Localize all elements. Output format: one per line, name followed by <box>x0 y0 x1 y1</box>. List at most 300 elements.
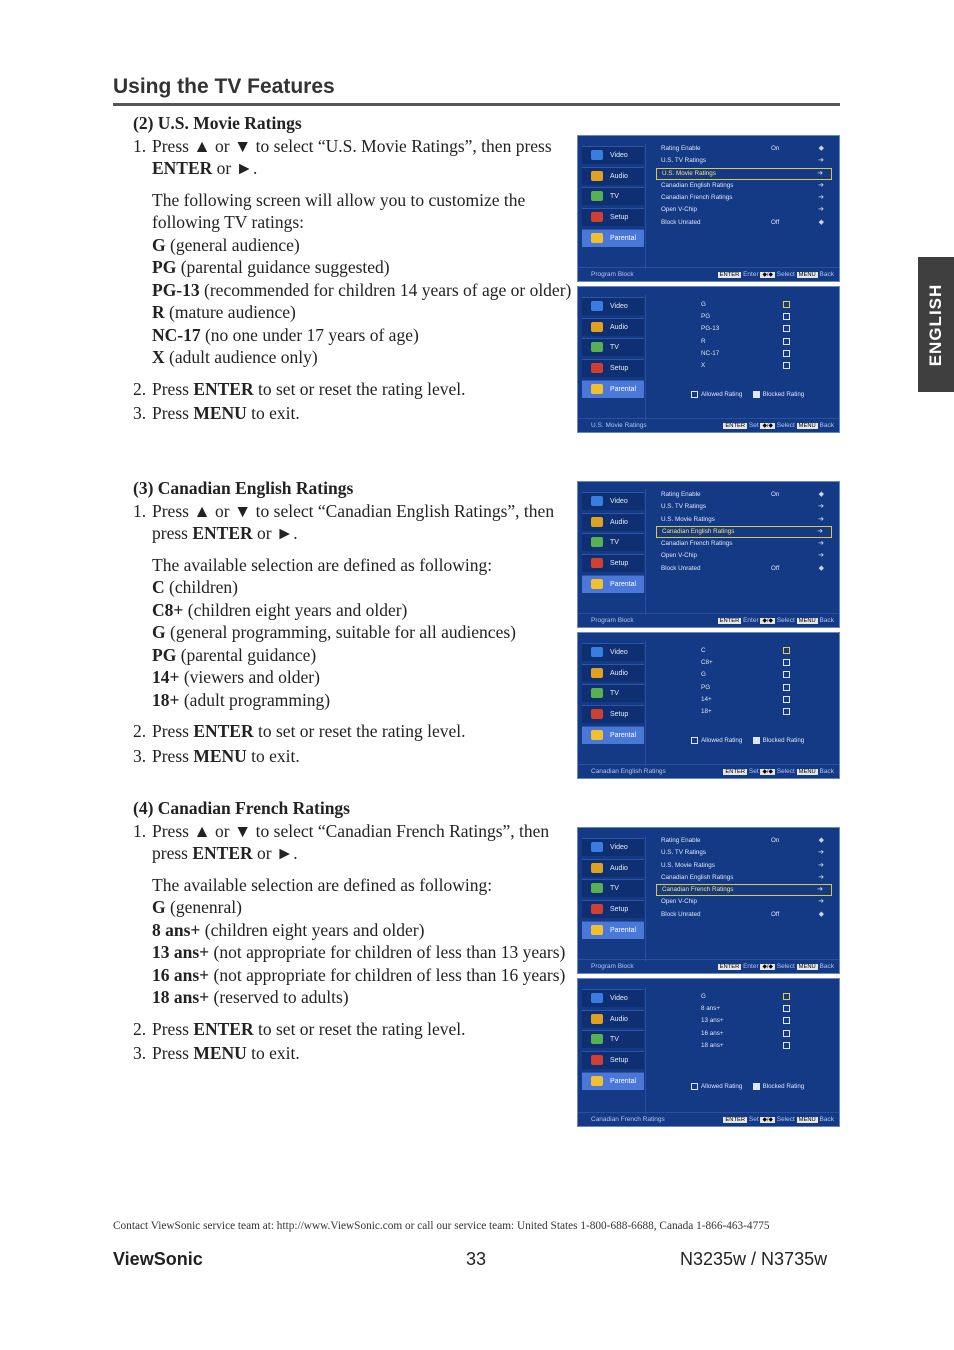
osd-row[interactable] <box>656 204 832 216</box>
osd-menu-audio[interactable] <box>582 859 644 877</box>
osd-rating-list <box>701 299 831 372</box>
osd-menu-setup[interactable] <box>582 554 644 572</box>
osd-menu-setup[interactable] <box>582 208 644 226</box>
osd-row-label: Rating Enable <box>661 837 701 844</box>
osd-footer <box>578 418 839 432</box>
osd-row-label: Rating Enable <box>661 145 701 152</box>
osd-rating-checkbox[interactable] <box>783 362 790 369</box>
osd-row-value: Off <box>771 910 780 918</box>
osd-menu-parental[interactable] <box>582 380 644 398</box>
osd-row-arrow-icon: ◆ <box>818 564 824 572</box>
osd-menu-icon <box>591 688 603 698</box>
step-1: 1. Press ▲ or ▼ to select “U.S. Movie Ratings”, then press ENTER or ►. <box>133 135 552 178</box>
osd-row-arrow-icon: ➔ <box>818 861 824 869</box>
osd-menu-icon <box>591 301 603 311</box>
osd-row-label: Canadian English Ratings <box>661 873 734 881</box>
osd-row-value: Off <box>771 218 780 226</box>
osd-menu-setup[interactable] <box>582 900 644 918</box>
osd-row-label: Canadian French Ratings <box>661 194 733 202</box>
osd-side-menu <box>582 492 644 595</box>
rating-item: 18+ (adult programming) <box>152 689 331 710</box>
osd-menu-icon <box>591 496 603 506</box>
osd-row[interactable] <box>656 180 832 192</box>
osd-menu-icon <box>591 363 603 373</box>
osd-footer-keys: ENTER Enter ◆/◆ Select MENU Back <box>719 617 834 624</box>
rating-item: PG (parental guidance) <box>152 644 317 665</box>
osd-menu-label: TV <box>610 690 619 698</box>
osd-menu-video[interactable] <box>582 492 644 510</box>
osd-row[interactable] <box>656 514 832 526</box>
osd-rating-checkbox[interactable] <box>783 708 790 715</box>
allowed-box-icon <box>691 737 698 744</box>
step-3: 3. Press MENU to exit. <box>133 745 300 766</box>
osd-row[interactable] <box>656 847 832 859</box>
osd-us-movie-ratings <box>577 286 840 433</box>
osd-rating-checkbox[interactable] <box>783 993 790 1000</box>
allowed-box-icon <box>691 1083 698 1090</box>
osd-row-arrow-icon: ➔ <box>818 181 824 189</box>
section-canadian-french-ratings <box>133 797 573 1065</box>
osd-row-arrow-icon: ◆ <box>818 145 824 152</box>
osd-menu-icon <box>591 993 603 1003</box>
osd-program-block-list <box>656 143 832 229</box>
osd-rating-row[interactable] <box>701 1028 831 1040</box>
osd-rating-label: PG-13 <box>701 325 720 333</box>
osd-footer <box>578 613 839 627</box>
osd-row-arrow-icon: ➔ <box>818 206 824 214</box>
osd-rating-row[interactable] <box>701 682 831 694</box>
osd-row-arrow-icon: ➔ <box>818 194 824 202</box>
legend-blocked: Blocked Rating <box>762 1083 805 1091</box>
osd-footer-keys: ENTER Set ◆/◆ Select MENU Back <box>725 768 834 775</box>
model-name: N3235w / N3735w <box>680 1249 828 1269</box>
osd-rating-checkbox[interactable] <box>783 671 790 678</box>
osd-footer <box>578 267 839 281</box>
osd-menu-icon <box>591 233 603 243</box>
osd-row-arrow-icon: ➔ <box>818 540 824 548</box>
osd-row-arrow-icon: ➔ <box>817 169 823 177</box>
osd-footer <box>578 1112 839 1126</box>
osd-row-arrow-icon: ➔ <box>818 552 824 560</box>
osd-rating-checkbox[interactable] <box>783 313 790 320</box>
osd-row-label: Canadian French Ratings <box>661 540 733 548</box>
lock-icon <box>753 1083 760 1090</box>
osd-rating-row[interactable] <box>701 706 831 718</box>
osd-footer <box>578 764 839 778</box>
osd-rating-label: G <box>701 301 706 308</box>
rating-item: R (mature audience) <box>152 302 296 322</box>
osd-row-arrow-icon: ◆ <box>818 910 824 918</box>
osd-row-label: U.S. Movie Ratings <box>661 515 715 523</box>
osd-menu-video[interactable] <box>582 989 644 1007</box>
osd-menu-setup[interactable] <box>582 359 644 377</box>
osd-menu-label: Parental <box>610 926 637 934</box>
osd-menu-icon <box>591 191 603 201</box>
rating-item: G (genenral) <box>152 897 242 917</box>
rating-item: C (children) <box>152 577 239 597</box>
osd-menu-icon <box>591 1076 603 1086</box>
osd-rating-row[interactable] <box>701 311 831 323</box>
osd-menu-tv[interactable] <box>582 684 644 702</box>
osd-rating-checkbox[interactable] <box>783 659 790 666</box>
osd-footer-title: Canadian English Ratings <box>591 768 666 775</box>
step-2: 2. Press ENTER to set or reset the rating level. <box>133 378 466 399</box>
osd-rating-label: C8+ <box>701 659 713 667</box>
osd-menu-setup[interactable] <box>582 705 644 723</box>
rating-item: C8+ (children eight years and older) <box>152 599 408 620</box>
lock-icon <box>753 737 760 744</box>
osd-row-arrow-icon: ➔ <box>818 515 824 523</box>
osd-rating-label: NC-17 <box>701 349 720 357</box>
osd-rating-checkbox[interactable] <box>783 696 790 703</box>
osd-row-arrow-icon: ➔ <box>817 527 823 535</box>
osd-row-value: On <box>771 837 780 844</box>
rating-intro: The available selection are defined as following: C (children) C8+ (children eight years and older) G (general programming, suitable for all audiences) PG (parental guidance) 14+ (viewers and older) 18+ (adult programming) <box>133 554 573 712</box>
osd-menu-label: Setup <box>610 214 629 222</box>
step-3: 3. Press MENU to exit. <box>133 403 300 423</box>
osd-menu-parental[interactable] <box>582 726 644 744</box>
osd-menu-icon <box>591 171 603 181</box>
osd-canadian-french-ratings <box>577 978 840 1127</box>
osd-menu-icon <box>591 342 603 352</box>
osd-menu-icon <box>591 647 603 657</box>
osd-menu-label: Video <box>610 649 628 656</box>
osd-menu-label: Audio <box>610 323 628 331</box>
osd-menu-parental[interactable] <box>582 229 644 247</box>
osd-menu-tv[interactable] <box>582 338 644 356</box>
osd-menu-icon <box>591 904 603 914</box>
osd-menu-label: Setup <box>610 560 629 568</box>
section-title: (4) Canadian French Ratings <box>133 798 350 818</box>
osd-row[interactable] <box>656 909 832 921</box>
osd-footer-keys: ENTER Enter ◆/◆ Select MENU Back <box>719 963 834 970</box>
osd-rating-checkbox[interactable] <box>783 1017 790 1024</box>
osd-menu-video[interactable] <box>582 643 644 661</box>
osd-rating-row[interactable] <box>701 1040 831 1052</box>
osd-rating-label: PG <box>701 683 711 691</box>
osd-rating-label: C <box>701 647 706 654</box>
osd-row-label: Block Unrated <box>661 564 701 572</box>
osd-rating-row[interactable] <box>701 323 831 335</box>
osd-menu-icon <box>591 517 603 527</box>
lock-icon <box>753 391 760 398</box>
osd-row[interactable] <box>656 835 832 847</box>
osd-menu-parental[interactable] <box>582 575 644 593</box>
osd-row-label: U.S. Movie Ratings <box>661 861 715 869</box>
osd-row-value: Off <box>771 564 780 572</box>
osd-row-arrow-icon: ➔ <box>818 873 824 881</box>
osd-menu-label: Parental <box>610 385 637 393</box>
osd-menu-tv[interactable] <box>582 533 644 551</box>
osd-rating-checkbox[interactable] <box>783 1030 790 1037</box>
osd-menu-label: Parental <box>610 1077 637 1085</box>
osd-menu-icon <box>591 842 603 852</box>
osd-row-label: Open V-Chip <box>661 206 698 214</box>
language-tab-label: ENGLISH <box>926 283 945 366</box>
osd-row-label: Canadian English Ratings <box>661 181 734 189</box>
osd-menu-tv[interactable] <box>582 1030 644 1048</box>
osd-rating-row[interactable] <box>701 1003 831 1015</box>
osd-row-label: U.S. Movie Ratings <box>662 169 716 177</box>
osd-program-block-us-movie <box>577 135 840 282</box>
language-tab <box>918 257 954 392</box>
osd-menu-label: Video <box>610 844 628 851</box>
osd-row[interactable] <box>656 563 832 575</box>
osd-menu-video[interactable] <box>582 146 644 164</box>
osd-menu-parental[interactable] <box>582 1072 644 1090</box>
osd-program-block-list <box>656 835 832 921</box>
osd-menu-label: Video <box>610 995 628 1002</box>
osd-rating-label: 18 ans+ <box>701 1041 724 1049</box>
rating-item: G (general programming, suitable for all audiences) <box>152 622 516 642</box>
osd-rating-row[interactable] <box>701 657 831 669</box>
osd-row[interactable] <box>656 526 832 538</box>
osd-row[interactable] <box>656 896 832 908</box>
rating-item: PG (parental guidance suggested) <box>152 257 390 277</box>
osd-rating-label: 14+ <box>701 695 712 703</box>
page-number: 33 <box>466 1249 487 1269</box>
osd-rating-label: R <box>701 337 706 345</box>
osd-rating-checkbox[interactable] <box>783 301 790 308</box>
osd-row-arrow-icon: ➔ <box>818 849 824 857</box>
osd-row-label: Canadian English Ratings <box>662 527 735 535</box>
osd-menu-label: Parental <box>610 731 637 739</box>
osd-rating-checkbox[interactable] <box>783 325 790 332</box>
osd-menu-icon <box>591 558 603 568</box>
osd-menu-video[interactable] <box>582 297 644 315</box>
osd-menu-icon <box>591 1014 603 1024</box>
osd-row[interactable] <box>656 489 832 501</box>
rating-item: 8 ans+ (children eight years and older) <box>152 919 425 940</box>
osd-rating-row[interactable] <box>701 1015 831 1027</box>
header-rule <box>113 103 840 106</box>
osd-row-label: Canadian French Ratings <box>662 886 734 894</box>
osd-menu-icon <box>591 668 603 678</box>
rating-item: PG-13 (recommended for children 14 years of age or older) <box>152 279 572 300</box>
section-title: (3) Canadian English Ratings <box>133 478 354 498</box>
osd-row[interactable] <box>656 538 832 550</box>
rating-item: 13 ans+ (not appropriate for children of less than 13 years) <box>152 942 566 962</box>
osd-footer-title: Canadian French Ratings <box>591 1116 665 1123</box>
osd-legend <box>691 1083 804 1090</box>
legend-allowed: Allowed Rating <box>701 1083 743 1091</box>
osd-menu-icon <box>591 322 603 332</box>
osd-row-arrow-icon: ➔ <box>818 157 824 165</box>
osd-menu-parental[interactable] <box>582 921 644 939</box>
osd-row[interactable] <box>656 550 832 562</box>
brand-name: ViewSonic <box>113 1249 203 1269</box>
osd-rating-list <box>701 991 831 1052</box>
osd-row[interactable] <box>656 860 832 872</box>
osd-rating-label: 8 ans+ <box>701 1005 721 1013</box>
osd-rating-label: PG <box>701 313 711 321</box>
step-1: 1. Press ▲ or ▼ to select “Canadian English Ratings”, then press ENTER or ►. <box>133 500 555 543</box>
osd-row-label: Block Unrated <box>661 218 701 226</box>
osd-row-arrow-icon: ➔ <box>817 886 823 894</box>
osd-menu-setup[interactable] <box>582 1051 644 1069</box>
osd-menu-label: TV <box>610 193 619 201</box>
osd-footer-title: Program Block <box>591 617 634 624</box>
legend-blocked: Blocked Rating <box>762 737 805 745</box>
osd-menu-tv[interactable] <box>582 187 644 205</box>
osd-legend <box>691 737 804 744</box>
osd-rating-checkbox[interactable] <box>783 338 790 345</box>
legend-allowed: Allowed Rating <box>701 737 743 745</box>
osd-rating-label: 16 ans+ <box>701 1029 724 1037</box>
osd-row[interactable] <box>656 501 832 513</box>
osd-menu-icon <box>591 537 603 547</box>
osd-footer-keys: ENTER Set ◆/◆ Select MENU Back <box>725 422 834 429</box>
osd-program-block-canadian-french <box>577 827 840 974</box>
osd-rating-checkbox[interactable] <box>783 1005 790 1012</box>
osd-row[interactable] <box>656 872 832 884</box>
section-title: (2) U.S. Movie Ratings <box>133 113 302 133</box>
osd-menu-icon <box>591 863 603 873</box>
osd-rating-label: G <box>701 671 706 679</box>
osd-program-block-list <box>656 489 832 575</box>
osd-legend <box>691 391 804 398</box>
osd-rating-label: X <box>701 361 706 369</box>
osd-footer-keys: ENTER Enter ◆/◆ Select MENU Back <box>719 271 834 278</box>
osd-menu-icon <box>591 212 603 222</box>
osd-row[interactable] <box>656 155 832 167</box>
osd-divider <box>645 836 646 961</box>
osd-side-menu <box>582 297 644 400</box>
osd-program-block-canadian-english <box>577 481 840 628</box>
contact-line: Contact ViewSonic service team at: http://www.ViewSonic.com or call our service team: United States 1-800-688-6688, Canada 1-866-463-4775 <box>113 1220 770 1232</box>
osd-menu-icon <box>591 1034 603 1044</box>
osd-footer-title: U.S. Movie Ratings <box>591 422 647 429</box>
rating-item: 18 ans+ (reserved to adults) <box>152 987 349 1007</box>
osd-row[interactable] <box>656 192 832 204</box>
rating-item: NC-17 (no one under 17 years of age) <box>152 324 419 345</box>
osd-rating-list <box>701 645 831 718</box>
legend-blocked: Blocked Rating <box>762 391 805 399</box>
osd-row-label: Rating Enable <box>661 491 701 498</box>
osd-row-arrow-icon: ◆ <box>818 491 824 498</box>
osd-menu-label: Audio <box>610 518 628 526</box>
osd-row-value: On <box>771 491 780 498</box>
osd-rating-label: 18+ <box>701 707 712 715</box>
allowed-box-icon <box>691 391 698 398</box>
osd-menu-label: TV <box>610 1036 619 1044</box>
osd-menu-audio[interactable] <box>582 318 644 336</box>
osd-row[interactable] <box>656 884 832 896</box>
osd-row-arrow-icon: ◆ <box>818 837 824 844</box>
osd-footer-title: Program Block <box>591 271 634 278</box>
osd-menu-audio[interactable] <box>582 664 644 682</box>
osd-side-menu <box>582 643 644 746</box>
osd-footer <box>578 959 839 973</box>
step-2: 2. Press ENTER to set or reset the rating level. <box>133 721 466 741</box>
rating-intro: The following screen will allow you to customize the following TV ratings: G (general audience) PG (parental guidance suggested) PG-13 (recommended for children 14 years of age or older) R (mature audience) NC-17 (no one under 17 years of age) X (adult audience only) <box>152 189 572 367</box>
osd-rating-row[interactable] <box>701 645 831 657</box>
rating-item: X (adult audience only) <box>152 347 318 367</box>
osd-menu-label: Audio <box>610 864 628 872</box>
osd-row-label: U.S. TV Ratings <box>661 157 707 165</box>
osd-rating-row[interactable] <box>701 694 831 706</box>
osd-row[interactable] <box>656 217 832 229</box>
rating-intro: The available selection are defined as following: G (genenral) 8 ans+ (children eight years and older) 13 ans+ (not appropriate for children of less than 13 years) 16 ans+ (not appropriate for children of less than 16 years) 18 ans+ (reserved to adults) <box>133 874 573 1009</box>
osd-row-label: Open V-Chip <box>661 898 698 906</box>
osd-rating-checkbox[interactable] <box>783 350 790 357</box>
osd-row-arrow-icon: ◆ <box>818 218 824 226</box>
osd-row-arrow-icon: ➔ <box>818 503 824 511</box>
osd-menu-icon <box>591 1055 603 1065</box>
legend-allowed: Allowed Rating <box>701 391 743 399</box>
osd-menu-label: TV <box>610 885 619 893</box>
osd-canadian-english-ratings <box>577 632 840 779</box>
osd-divider <box>645 144 646 269</box>
osd-rating-label: 13 ans+ <box>701 1017 724 1025</box>
osd-menu-label: Setup <box>610 906 629 914</box>
osd-footer-keys: ENTER Set ◆/◆ Select MENU Back <box>725 1116 834 1123</box>
osd-row-value: On <box>771 145 780 152</box>
osd-rating-label: G <box>701 993 706 1000</box>
osd-row-label: U.S. TV Ratings <box>661 849 707 857</box>
osd-menu-icon <box>591 150 603 160</box>
page-header-title: Using the TV Features <box>113 75 335 98</box>
osd-side-menu <box>582 838 644 941</box>
step-2: 2. Press ENTER to set or reset the rating level. <box>133 1018 466 1039</box>
osd-menu-label: Video <box>610 303 628 310</box>
osd-rating-row[interactable] <box>701 669 831 681</box>
osd-menu-label: Setup <box>610 711 629 719</box>
osd-rating-checkbox[interactable] <box>783 684 790 691</box>
osd-row-label: Open V-Chip <box>661 552 698 560</box>
osd-menu-label: Parental <box>610 580 637 588</box>
rating-item: 16 ans+ (not appropriate for children of less than 16 years) <box>152 964 566 985</box>
osd-menu-audio[interactable] <box>582 1010 644 1028</box>
osd-rating-row[interactable] <box>701 336 831 348</box>
osd-footer-title: Program Block <box>591 963 634 970</box>
osd-rating-row[interactable] <box>701 348 831 360</box>
osd-divider <box>645 987 646 1114</box>
osd-row[interactable] <box>656 168 832 180</box>
section-us-movie-ratings <box>133 112 573 425</box>
osd-divider <box>645 490 646 615</box>
osd-menu-label: Video <box>610 152 628 159</box>
rating-item: 14+ (viewers and older) <box>152 667 320 687</box>
osd-menu-label: Audio <box>610 669 628 677</box>
osd-row[interactable] <box>656 143 832 155</box>
osd-rating-checkbox[interactable] <box>783 1042 790 1049</box>
osd-menu-label: Parental <box>610 234 637 242</box>
osd-divider <box>645 295 646 420</box>
osd-menu-label: Setup <box>610 1057 629 1065</box>
osd-rating-row[interactable] <box>701 991 831 1003</box>
osd-divider <box>645 641 646 766</box>
osd-rating-row[interactable] <box>701 299 831 311</box>
osd-rating-row[interactable] <box>701 360 831 372</box>
osd-menu-video[interactable] <box>582 838 644 856</box>
osd-rating-checkbox[interactable] <box>783 647 790 654</box>
osd-row-arrow-icon: ➔ <box>818 898 824 906</box>
step-1: 1. Press ▲ or ▼ to select “Canadian French Ratings”, then press ENTER or ►. <box>133 820 550 863</box>
osd-menu-icon <box>591 384 603 394</box>
osd-menu-label: Setup <box>610 365 629 373</box>
osd-menu-label: Audio <box>610 1015 628 1023</box>
osd-menu-label: TV <box>610 539 619 547</box>
osd-side-menu <box>582 989 644 1092</box>
osd-side-menu <box>582 146 644 249</box>
osd-menu-icon <box>591 883 603 893</box>
osd-menu-audio[interactable] <box>582 167 644 185</box>
osd-menu-audio[interactable] <box>582 513 644 531</box>
osd-menu-icon <box>591 730 603 740</box>
osd-menu-icon <box>591 579 603 589</box>
osd-menu-tv[interactable] <box>582 879 644 897</box>
